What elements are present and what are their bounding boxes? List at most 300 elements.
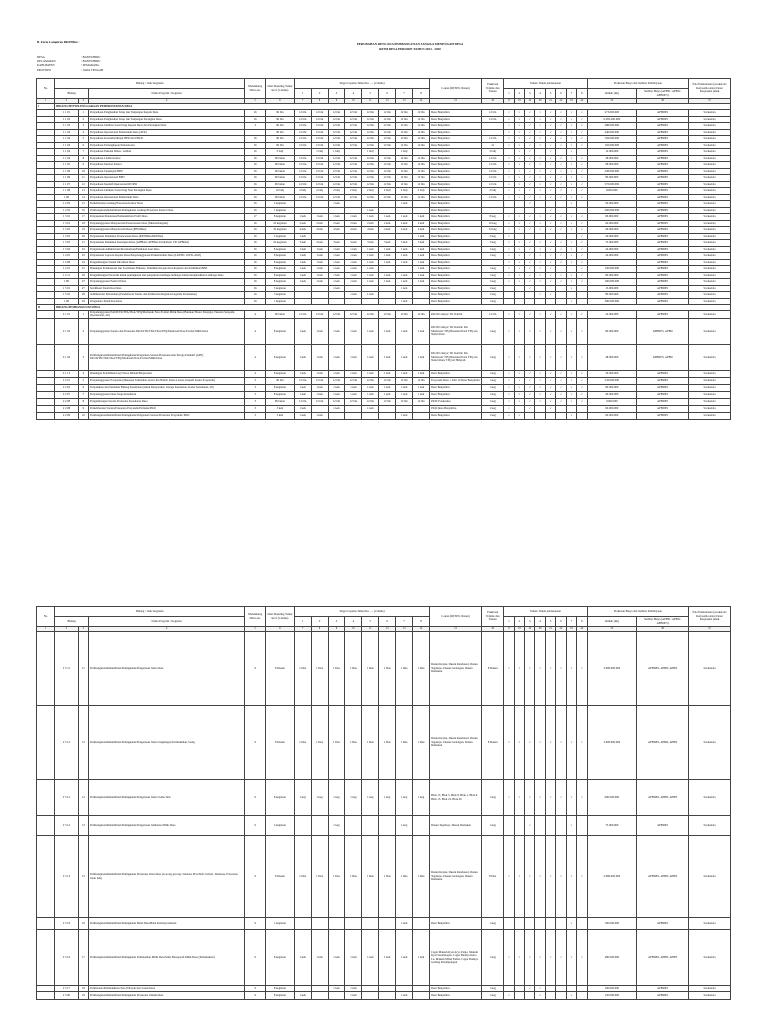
row-target: 12 bln bbox=[345, 123, 362, 130]
row-checkmark: √ bbox=[545, 168, 555, 175]
row-number: 10 bbox=[78, 168, 88, 175]
row-program-name: Penyelenggaraan Sarana dan Prasarana PAUD/TK/TPA/TKA/TPQ/Madrasah Non-Formal Milik Desa bbox=[89, 318, 245, 344]
row-number: 12 bbox=[78, 780, 88, 816]
row-volume: 12 bln bbox=[482, 175, 504, 182]
index-cell: 12 bbox=[379, 99, 396, 104]
row-checkmark bbox=[535, 816, 545, 836]
row-checkmark: √ bbox=[545, 188, 555, 195]
row-pola: Swakelola bbox=[689, 992, 731, 1000]
row-target: 12 bln bbox=[311, 311, 328, 319]
row-code: 1 3 01 bbox=[55, 214, 78, 221]
row-target: 1 Dus bbox=[294, 632, 311, 706]
row-existing: 8 kegiatan bbox=[266, 344, 295, 370]
row-target: 1 keh bbox=[413, 930, 430, 986]
row-number: 5 bbox=[78, 136, 88, 143]
row-checkmark: √ bbox=[504, 391, 514, 398]
row-number: 13 bbox=[78, 836, 88, 918]
row-target: 1 keh bbox=[396, 391, 413, 398]
col-bidang: Bidang bbox=[55, 617, 89, 627]
col-pelaksanaan-year: 7 bbox=[566, 617, 576, 627]
row-target: 1 keh bbox=[294, 391, 311, 398]
row-number: 18 bbox=[78, 220, 88, 227]
row-target: 12 bln bbox=[379, 142, 396, 149]
row-target: 12 bln bbox=[413, 175, 430, 182]
row-lokasi: Desa Banyubiru bbox=[430, 292, 482, 299]
col-pelaksanaan-year: 7 bbox=[566, 89, 576, 99]
row-checkmark: √ bbox=[556, 370, 566, 377]
row-existing: 8 kegiatan bbox=[266, 272, 295, 279]
row-sumber: APBDES bbox=[637, 272, 689, 279]
row-target: 12 bln bbox=[379, 116, 396, 123]
col-data-eksisting: Data Eksisting Tahun Ke 0 (volume) bbox=[266, 79, 295, 99]
row-target: 1 keh bbox=[311, 412, 328, 419]
row-checkmark: √ bbox=[504, 110, 514, 117]
row-target: 12 bln bbox=[362, 123, 379, 130]
index-cell: 16 bbox=[482, 99, 504, 104]
row-checkmark: √ bbox=[577, 279, 588, 286]
row-program-name: Pengembangan Sarana Prasarana Kesehatan Desa bbox=[89, 398, 245, 405]
row-target: 2 bulj bbox=[311, 188, 328, 195]
index-cell: 17 bbox=[504, 99, 514, 104]
row-existing: 96 bln bbox=[266, 377, 295, 384]
row-target: 1 Dus bbox=[413, 836, 430, 918]
col-pelaksanaan-year: 5 bbox=[545, 89, 555, 99]
row-blank bbox=[37, 391, 55, 398]
row-checkmark: √ bbox=[514, 175, 524, 182]
row-number: 9 bbox=[78, 405, 88, 412]
row-pola: Swakelola bbox=[689, 918, 731, 930]
row-target: 1 keh bbox=[311, 272, 328, 279]
row-blank bbox=[37, 992, 55, 1000]
col-target-year: 2 bbox=[311, 89, 328, 99]
row-sdg: 16 bbox=[245, 188, 266, 195]
row-sumber: APBDES bbox=[637, 116, 689, 123]
row-target: 12 bln bbox=[396, 311, 413, 319]
col-pelaksanaan-year: 2 bbox=[514, 617, 524, 627]
row-target: 1 bulj bbox=[311, 149, 328, 156]
row-program-name: Pembangunan/Rehabilitasi/Peningkatan Prasarana Jalan Desa (Gorong-gorong, Selokan, Box/Slab Culvert, Drainase, Prasarana Jalan lain) bbox=[89, 836, 245, 918]
row-checkmark: √ bbox=[566, 162, 576, 169]
row-checkmark: √ bbox=[545, 292, 555, 299]
row-lokasi: Desa Banyubiru bbox=[430, 129, 482, 136]
row-sdg: 16 bbox=[245, 116, 266, 123]
row-jumlah: 2.080.000.000 bbox=[587, 836, 636, 918]
row-program-name: Penyediaan Operasional Pemerintah Desa bbox=[89, 194, 245, 201]
row-target: 12 bln bbox=[362, 129, 379, 136]
row-pola: Swakelola bbox=[689, 175, 731, 182]
row-checkmark: √ bbox=[577, 162, 588, 169]
row-checkmark: √ bbox=[577, 391, 588, 398]
row-existing: 96 bulan bbox=[266, 194, 295, 201]
row-checkmark: √ bbox=[535, 181, 545, 188]
row-target: 1 keh bbox=[294, 259, 311, 266]
index-cell: 19 bbox=[525, 627, 535, 632]
row-sumber: APBDES, APBD, APBN bbox=[637, 706, 689, 780]
row-checkmark: √ bbox=[514, 227, 524, 234]
col-pelaksanaan-year: 6 bbox=[556, 89, 566, 99]
meta-key: PROVINSI bbox=[37, 67, 51, 72]
row-jumlah: 9.600.000 bbox=[587, 398, 636, 405]
row-checkmark: √ bbox=[504, 194, 514, 201]
row-target: 1 Dus bbox=[328, 632, 345, 706]
row-lokasi: Desa Banyubiru bbox=[430, 259, 482, 266]
row-checkmark bbox=[566, 405, 576, 412]
col-target-year: 4 bbox=[345, 89, 362, 99]
table-row bbox=[37, 370, 731, 377]
row-pola: Swakelola bbox=[689, 318, 731, 344]
row-program-name: Pengembangan Sistem Informasi Desa bbox=[89, 259, 245, 266]
row-checkmark: √ bbox=[566, 412, 576, 419]
row-jumlah: 8.000.000 bbox=[587, 188, 636, 195]
row-target: 1 Dus bbox=[379, 836, 396, 918]
row-target: 12 bln bbox=[396, 162, 413, 169]
row-volume: 3 keg bbox=[482, 240, 504, 247]
row-sdg: 3 bbox=[245, 391, 266, 398]
row-checkmark: √ bbox=[535, 391, 545, 398]
row-pola: Swakelola bbox=[689, 181, 731, 188]
row-target: 12 bln bbox=[396, 136, 413, 143]
row-target: 1 keh bbox=[396, 259, 413, 266]
row-target: 1 keh bbox=[362, 370, 379, 377]
row-checkmark: √ bbox=[545, 142, 555, 149]
row-sdg: 16 bbox=[245, 227, 266, 234]
row-blank bbox=[37, 816, 55, 836]
row-target: 12 bln bbox=[362, 181, 379, 188]
row-target: 1 Dus bbox=[311, 836, 328, 918]
row-target: 1 keh bbox=[294, 930, 311, 986]
row-code: 1 1 04 bbox=[55, 136, 78, 143]
row-target: 4 keh bbox=[294, 227, 311, 234]
row-lokasi: Desa Banyubiru bbox=[430, 142, 482, 149]
row-checkmark: √ bbox=[514, 279, 524, 286]
row-code: 1 1 04 bbox=[55, 149, 78, 156]
row-program-name: Pembangunan/Rehabilitasi/Peningkatan/Pengerasan Jembatan Milik Desa bbox=[89, 816, 245, 836]
row-target: 3 keh bbox=[345, 240, 362, 247]
row-target bbox=[328, 918, 345, 930]
row-target: 12 bln bbox=[294, 168, 311, 175]
row-number: 3 bbox=[78, 344, 88, 370]
row-checkmark: √ bbox=[535, 992, 545, 1000]
index-cell: 22 bbox=[556, 99, 566, 104]
row-target: 1 Dus bbox=[362, 632, 379, 706]
row-checkmark: √ bbox=[504, 632, 514, 706]
row-target: 1 keh bbox=[311, 253, 328, 260]
row-sdg: 4 bbox=[245, 370, 266, 377]
row-number: 29 bbox=[78, 298, 88, 305]
row-jumlah: 68.000.000 bbox=[587, 162, 636, 169]
row-sdg: 16 bbox=[245, 142, 266, 149]
row-pola: Swakelola bbox=[689, 986, 731, 992]
index-cell: 6 bbox=[266, 627, 295, 632]
row-number: 3 bbox=[78, 123, 88, 130]
row-target: 12 bln bbox=[396, 129, 413, 136]
row-checkmark: √ bbox=[545, 240, 555, 247]
row-target: 2 keh bbox=[396, 220, 413, 227]
row-checkmark: √ bbox=[535, 986, 545, 992]
row-target: 12 bln bbox=[294, 136, 311, 143]
row-checkmark: √ bbox=[514, 162, 524, 169]
row-existing: 8 kegiatan bbox=[266, 930, 295, 986]
row-volume: 12 bln bbox=[482, 194, 504, 201]
row-checkmark: √ bbox=[556, 136, 566, 143]
row-target: 1 keh bbox=[294, 266, 311, 273]
row-sumber: APBDES bbox=[637, 240, 689, 247]
row-code: 1 2 02 bbox=[55, 201, 78, 208]
document-title: PERUBAHAN RENCANA PEMBANGUNAN JANGKA MENENGAH DESA bbox=[356, 42, 464, 46]
index-cell: 7 bbox=[294, 627, 311, 632]
row-sumber: APBDES bbox=[637, 918, 689, 930]
row-volume: 8 Dusun bbox=[482, 632, 504, 706]
row-number: 17 bbox=[78, 214, 88, 221]
row-checkmark: √ bbox=[556, 110, 566, 117]
row-target: 1 keh bbox=[328, 318, 345, 344]
row-checkmark: √ bbox=[566, 285, 576, 292]
row-checkmark: √ bbox=[525, 285, 535, 292]
row-sumber: APBDES, APBD, APBN bbox=[637, 632, 689, 706]
row-code: 1 1 01 bbox=[55, 110, 78, 117]
index-cell: 10 bbox=[345, 99, 362, 104]
row-checkmark: √ bbox=[535, 246, 545, 253]
row-target: 12 bln bbox=[328, 110, 345, 117]
row-lokasi: Desa Banyubiru bbox=[430, 986, 482, 992]
row-checkmark: √ bbox=[535, 311, 545, 319]
row-checkmark: √ bbox=[514, 246, 524, 253]
row-program-name: Penyediaan Jaminan Sosial bagi Non Perangkat Desa bbox=[89, 188, 245, 195]
row-target: 1 keh bbox=[328, 384, 345, 391]
row-number: 9 bbox=[78, 162, 88, 169]
row-jumlah: 60.000.000 bbox=[587, 412, 636, 419]
index-cell: 4 bbox=[89, 627, 245, 632]
row-target: 1 keh bbox=[311, 246, 328, 253]
row-program-name: Pembangunan/Rehabilitasi/Peningkatan/Pengerasan Jalan Usaha Tani bbox=[89, 780, 245, 816]
row-target: 1 keh bbox=[413, 391, 430, 398]
row-lokasi: Desa Banyubiru bbox=[430, 175, 482, 182]
row-existing: 8 kegiatan bbox=[266, 246, 295, 253]
row-target: 2 keh bbox=[362, 220, 379, 227]
row-checkmark: √ bbox=[556, 398, 566, 405]
row-jumlah: 3.600.000.000 bbox=[587, 706, 636, 780]
row-checkmark: √ bbox=[504, 259, 514, 266]
col-no: No bbox=[37, 607, 55, 627]
table-row bbox=[37, 391, 731, 398]
row-target bbox=[362, 918, 379, 930]
row-number: 23 bbox=[78, 253, 88, 260]
row-program-name: Pembangunan/Rehabilitasi/Peningkatan/Pengadaan Sarana/Prasarana Posyandu/ PKD bbox=[89, 412, 245, 419]
row-code: 2 1 01 bbox=[55, 311, 78, 319]
row-target: 4 keh bbox=[362, 227, 379, 234]
index-cell: 14 bbox=[413, 99, 430, 104]
row-lokasi: PAUD Cahaya/ TK Kartini/ RA Masbarok/ TPQ Bustanul Ibad/ TPQ An Nurul Iman bbox=[430, 318, 482, 344]
row-checkmark: √ bbox=[577, 194, 588, 201]
row-checkmark: √ bbox=[535, 253, 545, 260]
row-sdg: 9 bbox=[245, 816, 266, 836]
row-existing: 96 bulan bbox=[266, 175, 295, 182]
row-lokasi: Desa Banyubiru bbox=[430, 149, 482, 156]
row-checkmark: √ bbox=[545, 162, 555, 169]
row-existing: 96 bulan bbox=[266, 398, 295, 405]
row-checkmark: √ bbox=[545, 175, 555, 182]
row-checkmark: √ bbox=[556, 220, 566, 227]
row-checkmark: √ bbox=[566, 188, 576, 195]
col-target-year: 5 bbox=[362, 617, 379, 627]
row-target: 1 keh bbox=[328, 246, 345, 253]
row-target: 12 bln bbox=[345, 129, 362, 136]
row-lokasi: PAUD Cahaya/ TK Kartini bbox=[430, 311, 482, 319]
row-target: 1 keh bbox=[328, 285, 345, 292]
row-checkmark: √ bbox=[535, 377, 545, 384]
row-checkmark bbox=[535, 918, 545, 930]
row-program-name: Penyediaan Penghasilan Tetap dan Tunjangan Kepala Desa bbox=[89, 110, 245, 117]
row-volume: 1 keg bbox=[482, 377, 504, 384]
row-number: 18 bbox=[78, 986, 88, 992]
row-lokasi: Desa Banyubiru bbox=[430, 253, 482, 260]
row-checkmark: √ bbox=[525, 311, 535, 319]
row-checkmark: √ bbox=[545, 706, 555, 780]
row-sdg: 3 bbox=[245, 412, 266, 419]
row-program-name: Sertifikasi Tanah Kas Desa bbox=[89, 285, 245, 292]
row-volume: 12 bbox=[482, 142, 504, 149]
row-target: 1 keh bbox=[311, 318, 328, 344]
meta-value: : JAWA TENGAH bbox=[81, 67, 104, 72]
row-number: 5 bbox=[78, 377, 88, 384]
row-target: 12 bln bbox=[328, 162, 345, 169]
row-target: 1 Dus bbox=[379, 632, 396, 706]
row-checkmark: √ bbox=[577, 233, 588, 240]
row-target: 1 Dus bbox=[413, 632, 430, 706]
row-target: 1 keh bbox=[396, 201, 413, 208]
row-jumlah: 80.000.000 bbox=[587, 384, 636, 391]
row-checkmark: √ bbox=[577, 188, 588, 195]
row-code: 1 1 04 bbox=[55, 129, 78, 136]
row-jumlah: 72.000.000 bbox=[587, 240, 636, 247]
row-sdg: 16 bbox=[245, 272, 266, 279]
index-cell: 2 bbox=[55, 99, 78, 104]
row-checkmark bbox=[556, 918, 566, 930]
index-cell: 8 bbox=[311, 627, 328, 632]
row-target: 2 keh bbox=[413, 220, 430, 227]
row-checkmark bbox=[577, 918, 588, 930]
col-target-group: Target Capaian Tahun Ke- .... (volume) bbox=[294, 607, 429, 617]
row-checkmark: √ bbox=[504, 706, 514, 780]
row-target bbox=[396, 405, 413, 412]
row-checkmark: √ bbox=[525, 201, 535, 208]
row-target: 1 Dus bbox=[328, 706, 345, 780]
col-target-year: 3 bbox=[328, 617, 345, 627]
row-code: 1 1 02 bbox=[55, 116, 78, 123]
row-target: 1 Dus bbox=[311, 632, 328, 706]
row-checkmark: √ bbox=[577, 142, 588, 149]
row-checkmark bbox=[577, 412, 588, 419]
row-target: 1 keh bbox=[311, 384, 328, 391]
row-pola: Swakelola bbox=[689, 816, 731, 836]
row-checkmark: √ bbox=[566, 175, 576, 182]
row-target: 1 keh bbox=[379, 214, 396, 221]
row-number: 20 bbox=[78, 233, 88, 240]
rpjm-table-page1 bbox=[36, 78, 731, 420]
row-checkmark: √ bbox=[577, 129, 588, 136]
row-lokasi: Desa Banyubiru bbox=[430, 194, 482, 201]
row-checkmark: √ bbox=[535, 240, 545, 247]
row-target: 1 keh bbox=[362, 266, 379, 273]
row-target: 1 keh bbox=[379, 279, 396, 286]
row-jumlah: 56.000.000 bbox=[587, 370, 636, 377]
row-checkmark: √ bbox=[577, 780, 588, 816]
row-target: 1 keh bbox=[362, 272, 379, 279]
row-code: 2 2 01 bbox=[55, 377, 78, 384]
row-program-name: Pembuatan/Pemutakhiran Peta Wilayah dan Sosial Desa bbox=[89, 986, 245, 992]
row-checkmark: √ bbox=[514, 253, 524, 260]
row-target: 1 keh bbox=[362, 292, 379, 299]
row-checkmark: √ bbox=[577, 706, 588, 780]
row-sumber: APBDES bbox=[637, 136, 689, 143]
row-target: 1 keh bbox=[396, 384, 413, 391]
row-target: 12 bln bbox=[328, 175, 345, 182]
row-program-name: Penyediaan Internet Kantor bbox=[89, 162, 245, 169]
row-number: 19 bbox=[78, 992, 88, 1000]
row-checkmark: √ bbox=[525, 266, 535, 273]
row-checkmark: √ bbox=[566, 377, 576, 384]
row-checkmark: √ bbox=[504, 188, 514, 195]
row-checkmark: √ bbox=[504, 344, 514, 370]
row-sdg: 9 bbox=[245, 986, 266, 992]
row-existing: 3 bulj bbox=[266, 149, 295, 156]
row-blank bbox=[37, 384, 55, 391]
col-pola: Pola Pelaksanaan (swakelola/ Kerjasama Antar Desa/ Kerjasama pihak bbox=[689, 79, 731, 99]
row-jumlah: 100.000.000 bbox=[587, 986, 636, 992]
row-checkmark: √ bbox=[556, 155, 566, 162]
row-pola: Swakelola bbox=[689, 384, 731, 391]
row-target: 1 keh bbox=[345, 214, 362, 221]
row-code: 2 2 09 bbox=[55, 412, 78, 419]
row-checkmark: √ bbox=[504, 266, 514, 273]
row-sumber: APBDES bbox=[637, 246, 689, 253]
row-target: 1 keg bbox=[362, 780, 379, 816]
row-target: 12 bln bbox=[396, 110, 413, 117]
row-checkmark bbox=[545, 412, 555, 419]
row-checkmark: √ bbox=[514, 220, 524, 227]
row-sumber: APBDES bbox=[637, 253, 689, 260]
row-number: 4 bbox=[78, 370, 88, 377]
row-target: 1 keg bbox=[328, 780, 345, 816]
row-pola: Swakelola bbox=[689, 194, 731, 201]
row-program-name: Pengadaan Tanah Kas Desa bbox=[89, 298, 245, 305]
row-target: 1 keh bbox=[396, 344, 413, 370]
row-pola: Swakelola bbox=[689, 405, 731, 412]
row-lokasi: Desa Banyubiru bbox=[430, 110, 482, 117]
row-pola: Swakelola bbox=[689, 162, 731, 169]
col-target-year: 6 bbox=[379, 89, 396, 99]
col-pelaksanaan-year: 2 bbox=[514, 89, 524, 99]
col-jumlah: Jumlah (Rp) bbox=[587, 617, 636, 627]
col-target-year: 1 bbox=[294, 89, 311, 99]
row-number: 19 bbox=[78, 227, 88, 234]
row-target: 1 keh bbox=[396, 412, 413, 419]
row-checkmark: √ bbox=[535, 266, 545, 273]
table-row bbox=[37, 377, 731, 384]
row-lokasi: Desa Banyubiru bbox=[430, 246, 482, 253]
row-number: 12 bbox=[78, 706, 88, 780]
row-number: 12 bbox=[78, 181, 88, 188]
row-checkmark: √ bbox=[525, 162, 535, 169]
row-target: 3 keh bbox=[328, 240, 345, 247]
index-cell: 18 bbox=[514, 99, 524, 104]
row-target: 12 bln bbox=[294, 129, 311, 136]
index-cell: 20 bbox=[535, 627, 545, 632]
row-program-name: Penyediaan Penghasilan Tetap dan Tunjangan Perangkat Desa bbox=[89, 116, 245, 123]
row-checkmark: √ bbox=[535, 168, 545, 175]
table-row bbox=[37, 384, 731, 391]
index-cell: 17 bbox=[504, 627, 514, 632]
